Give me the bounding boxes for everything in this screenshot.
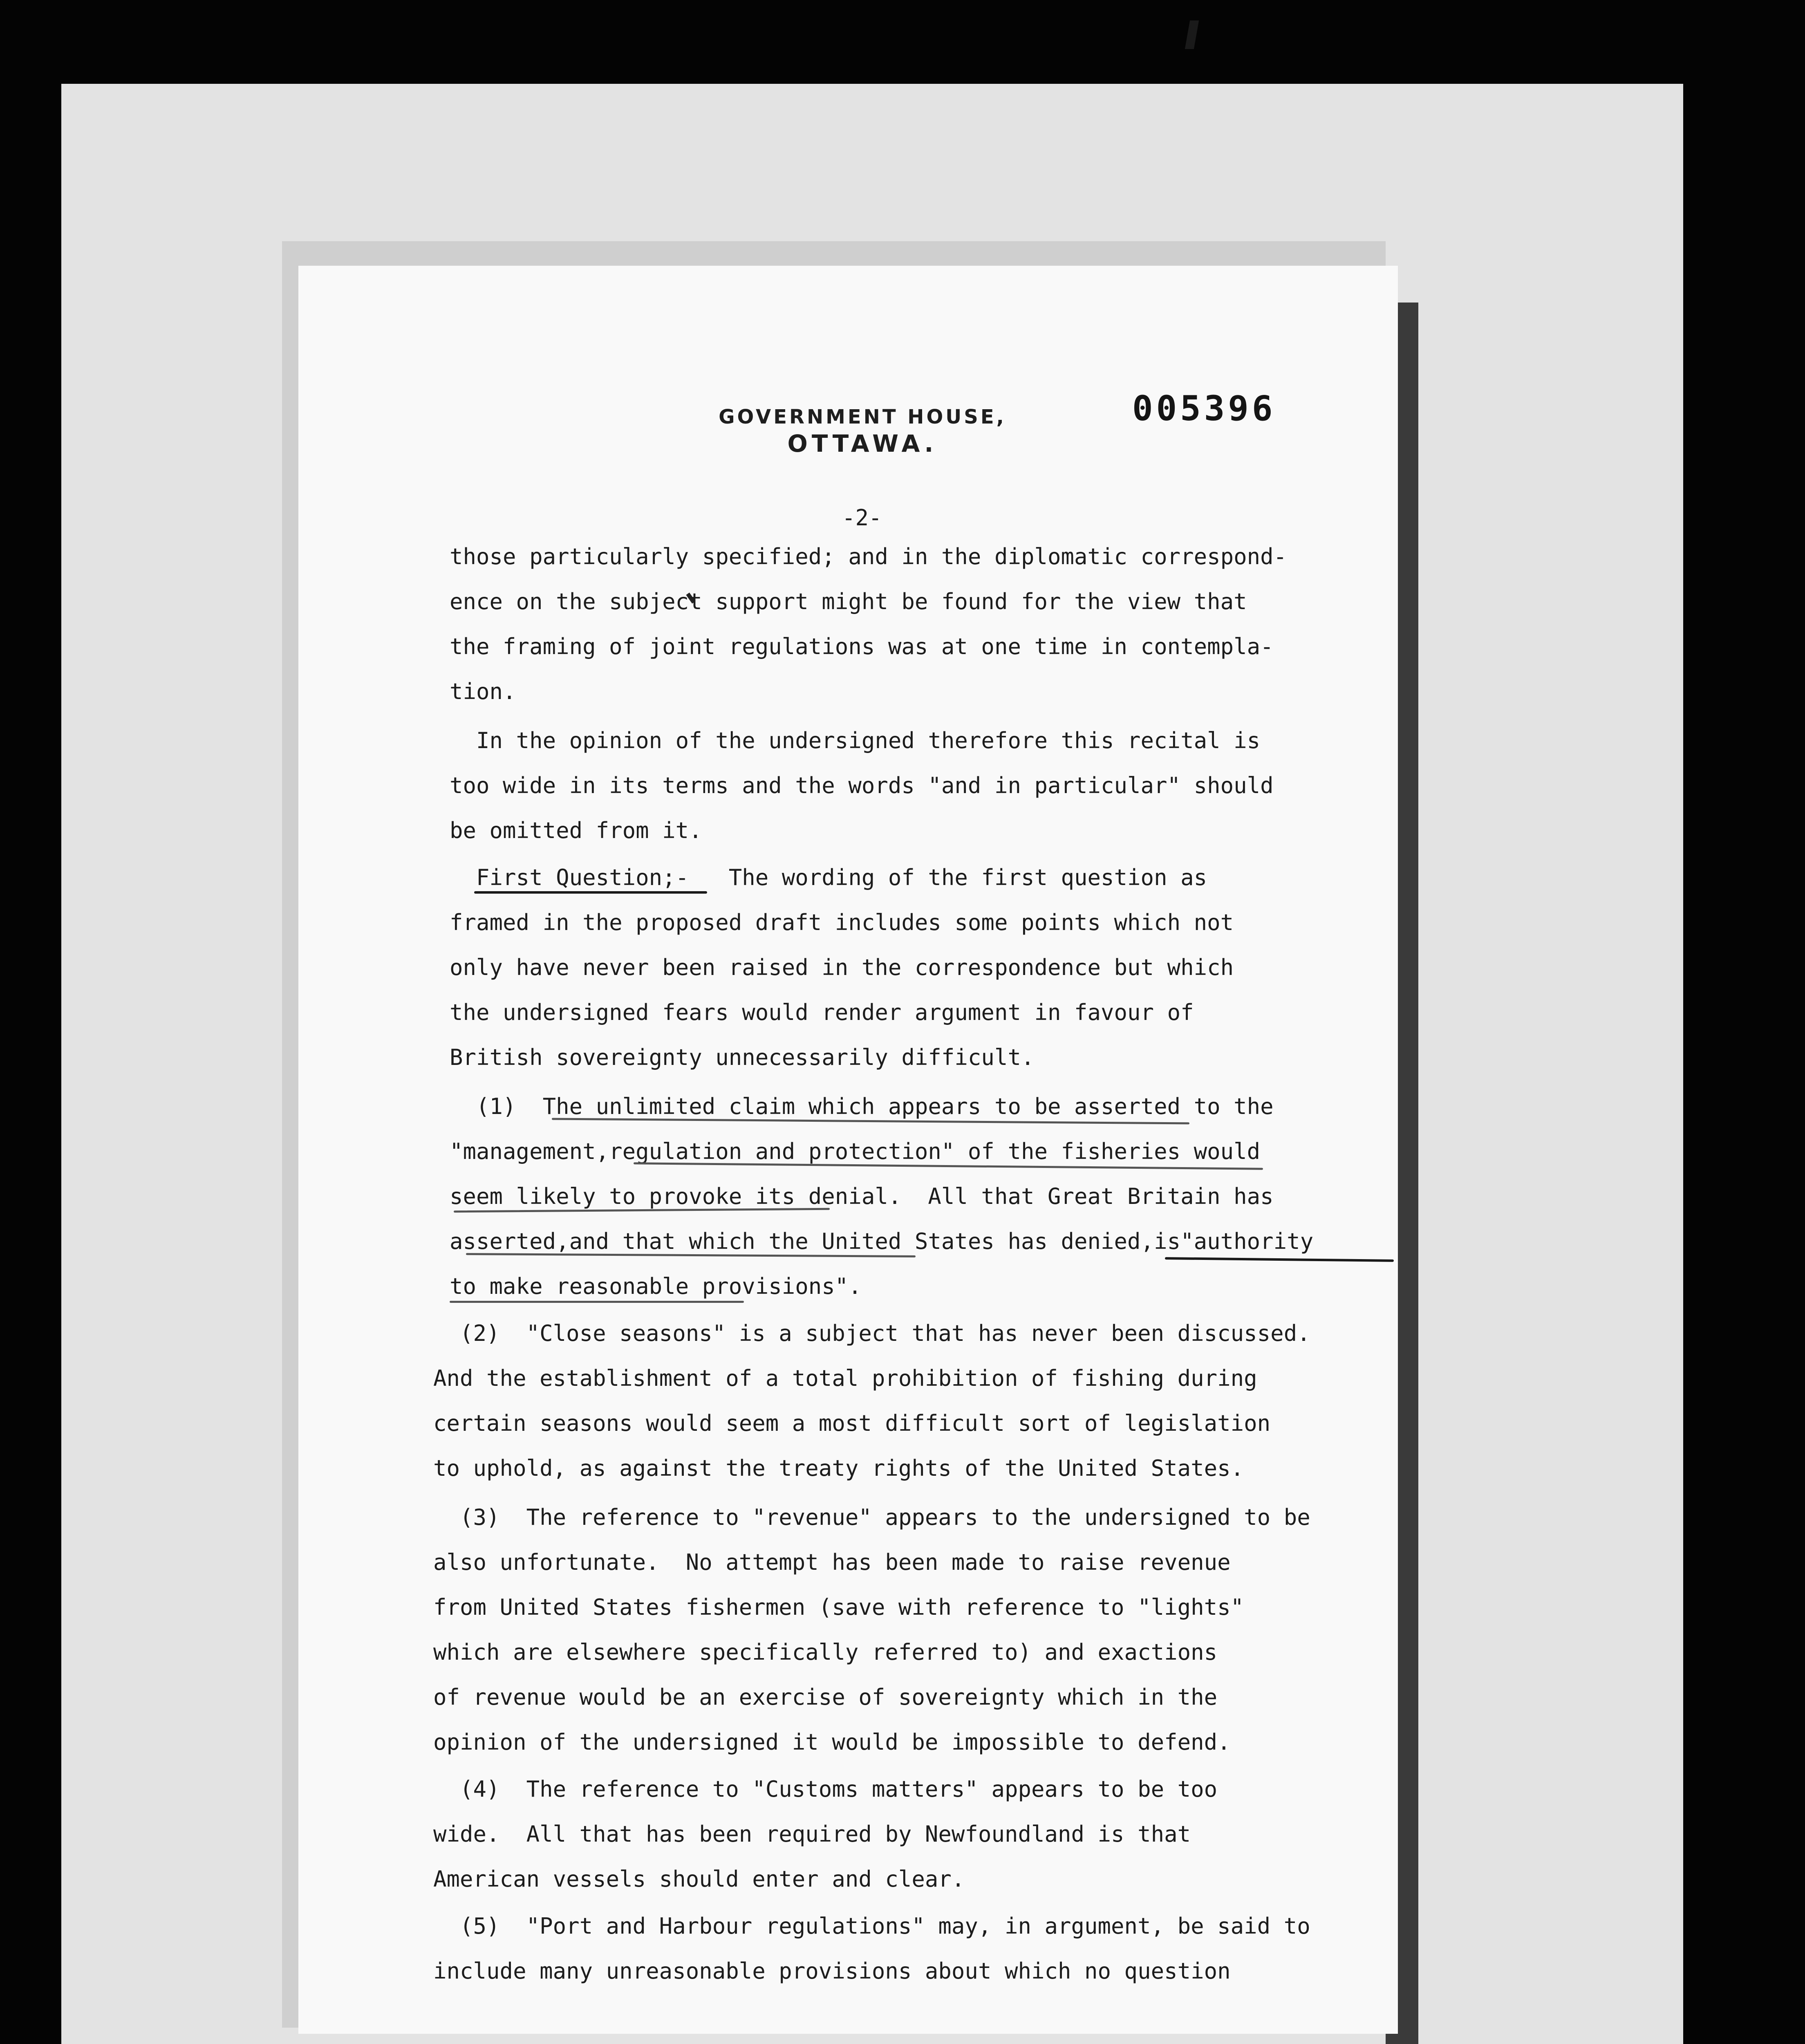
body-line: be omitted from it.: [450, 818, 702, 843]
body-line: also unfortunate. No attempt has been made to raise revenue: [433, 1549, 1231, 1575]
body-line: certain seasons would seem a most difficult sort of legislation: [433, 1410, 1271, 1436]
body-line: of revenue would be an exercise of sovereignty which in the: [433, 1684, 1218, 1710]
body-line: to make reasonable provisions".: [450, 1273, 862, 1299]
body-line: only have never been raised in the correspondence but which: [450, 955, 1234, 980]
film-mark: [1185, 20, 1199, 49]
body-line: "management,regulation and protection" of the fisheries would: [450, 1139, 1261, 1164]
body-line: (3) The reference to "revenue" appears to the undersigned to be: [433, 1504, 1310, 1530]
document-body: [298, 266, 1398, 2034]
body-line: too wide in its terms and the words "and in particular" should: [450, 773, 1274, 798]
body-line: In the opinion of the undersigned therefore this recital is: [450, 728, 1261, 753]
body-line: tion.: [450, 679, 516, 704]
body-line: (1) The unlimited claim which appears to be asserted to the: [450, 1094, 1274, 1119]
pencil-underline: [1165, 1257, 1394, 1262]
body-line: those particularly specified; and in the diplomatic correspond-: [450, 544, 1287, 569]
body-line: (4) The reference to "Customs matters" appears to be too: [433, 1776, 1218, 1802]
body-line: framed in the proposed draft includes some points which not: [450, 910, 1234, 935]
body-line: (5) "Port and Harbour regulations" may, in argument, be said to: [433, 1913, 1310, 1939]
document-number-stamp: 005396: [1132, 388, 1276, 428]
body-line: which are elsewhere specifically referred to) and exactions: [433, 1639, 1218, 1665]
body-line: First Question;- The wording of the first question as: [450, 865, 1207, 890]
body-line: the undersigned fears would render argument in favour of: [450, 1000, 1194, 1025]
body-line: wide. All that has been required by Newfoundland is that: [433, 1821, 1191, 1847]
body-line: (2) "Close seasons" is a subject that has never been discussed.: [433, 1320, 1310, 1346]
document-page: [298, 266, 1398, 2034]
page-number: -2-: [842, 505, 882, 531]
body-line: to uphold, as against the treaty rights of the United States.: [433, 1455, 1244, 1481]
body-line: seem likely to provoke its denial. All that Great Britain has: [450, 1183, 1274, 1209]
body-line: opinion of the undersigned it would be impossible to defend.: [433, 1729, 1231, 1755]
body-line: ence on the subject support might be found for the view that: [450, 589, 1247, 614]
letterhead-line-1: GOVERNMENT HOUSE,: [719, 406, 1006, 428]
pencil-underline: [450, 1301, 744, 1303]
body-line: British sovereignty unnecessarily difficult.: [450, 1044, 1035, 1070]
body-line: asserted,and that which the United States has denied,is"authority: [450, 1228, 1314, 1254]
body-line: And the establishment of a total prohibition of fishing during: [433, 1365, 1257, 1391]
letterhead-line-2: OTTAWA.: [787, 430, 938, 457]
underline-first-question: [474, 891, 707, 894]
body-line: the framing of joint regulations was at one time in contempla-: [450, 634, 1274, 659]
body-line: from United States fishermen (save with reference to "lights": [433, 1594, 1244, 1620]
body-line: American vessels should enter and clear.: [433, 1866, 965, 1892]
body-line: include many unreasonable provisions about which no question: [433, 1958, 1231, 1984]
